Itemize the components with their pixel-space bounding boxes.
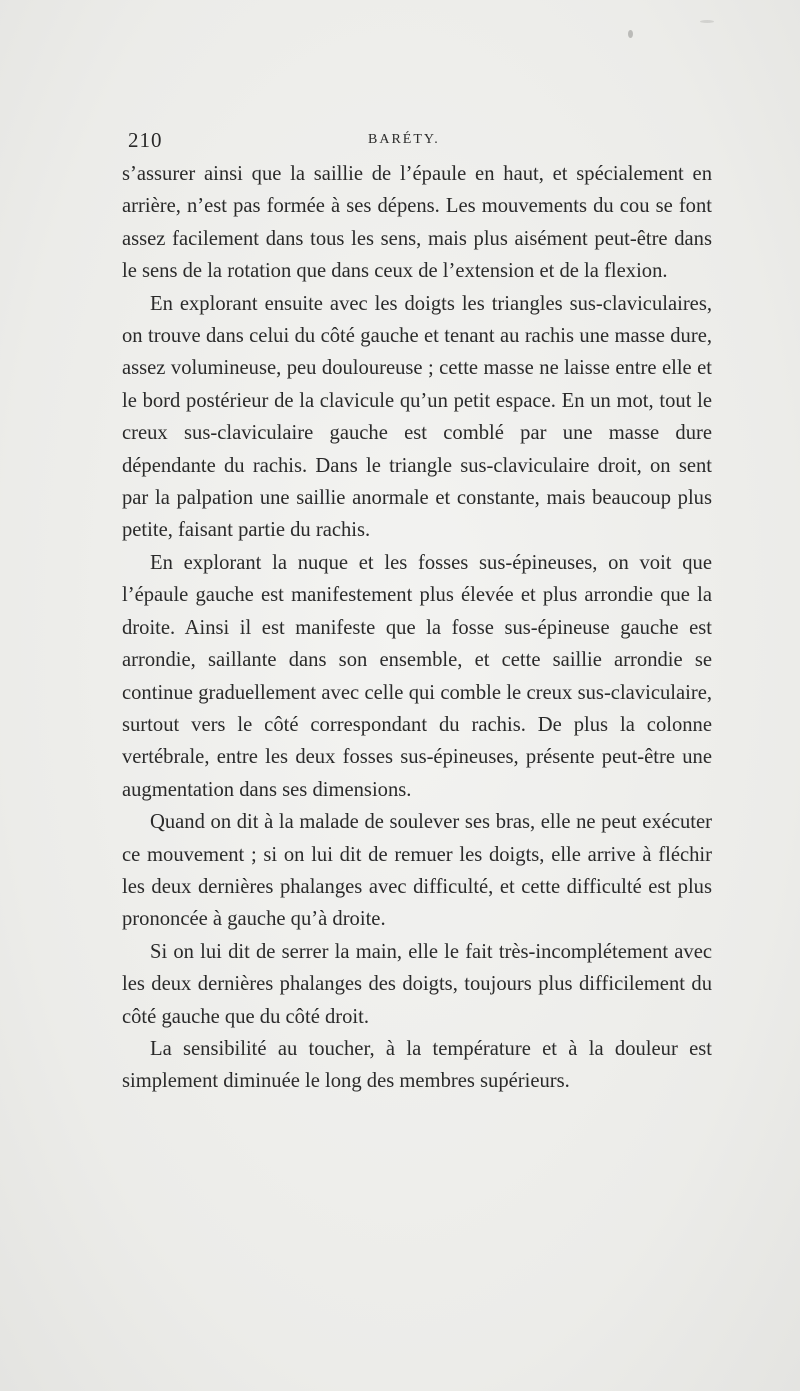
running-head: BARÉTY. (368, 132, 440, 147)
paragraph: En explorant ensuite avec les doigts les triangles sus-claviculaires, on trouve dans celui du côté gauche et tenant au rachis une masse dure, assez volumineuse, peu douloureuse ; cette masse ne laisse entre elle et le bord postérieur de la clavicule qu’un petit espace. En un mot, tout le creux sus-claviculaire gauche est comblé par une masse dure dépendante du rachis. Dans le triangle sus-claviculaire droit, on sent par la palpation une saillie anormale et constante, mais beaucoup plus petite, faisant partie du rachis. (122, 292, 712, 542)
body-text (122, 158, 712, 1098)
paragraph: En explorant la nuque et les fosses sus-épineuses, on voit que l’épaule gauche est manifestement plus élevée et plus arrondie que la droite. Ainsi il est manifeste que la fosse sus-épineuse gauche est arrondie, saillante dans son ensemble, et cette saillie arrondie se continue graduellement avec celle qui comble le creux sus-claviculaire, surtout vers le côté correspondant du rachis. De plus la colonne vertébrale, entre les deux fosses sus-épineuses, présente peut-être une augmentation dans ses dimensions. (122, 551, 712, 801)
paragraph: Si on lui dit de serrer la main, elle le fait très-incomplétement avec les deux dernières phalanges des doigts, toujours plus difficilement du côté gauche que du côté droit. (122, 940, 712, 1028)
page-number: 210 (128, 128, 163, 152)
paper-speck (628, 30, 633, 38)
paragraph: La sensibilité au toucher, à la température et à la douleur est simplement diminuée le long des membres supérieurs. (122, 1037, 712, 1093)
paragraph: Quand on dit à la malade de soulever ses bras, elle ne peut exécuter ce mouvement ; si on lui dit de remuer les doigts, elle arrive à fléchir les deux dernières phalanges avec difficulté, et cette difficulté est plus prononcée à gauche qu’à droite. (122, 811, 712, 931)
paper-speck (700, 20, 714, 23)
page-header (128, 128, 702, 154)
paragraph: s’assurer ainsi que la saillie de l’épaule en haut, et spécialement en arrière, n’est pas formée à ses dépens. Les mouvements du cou se font assez facilement dans tous les sens, mais plus aisément peut-être dans le sens de la rotation que dans ceux de l’extension et de la flexion. (122, 163, 712, 283)
